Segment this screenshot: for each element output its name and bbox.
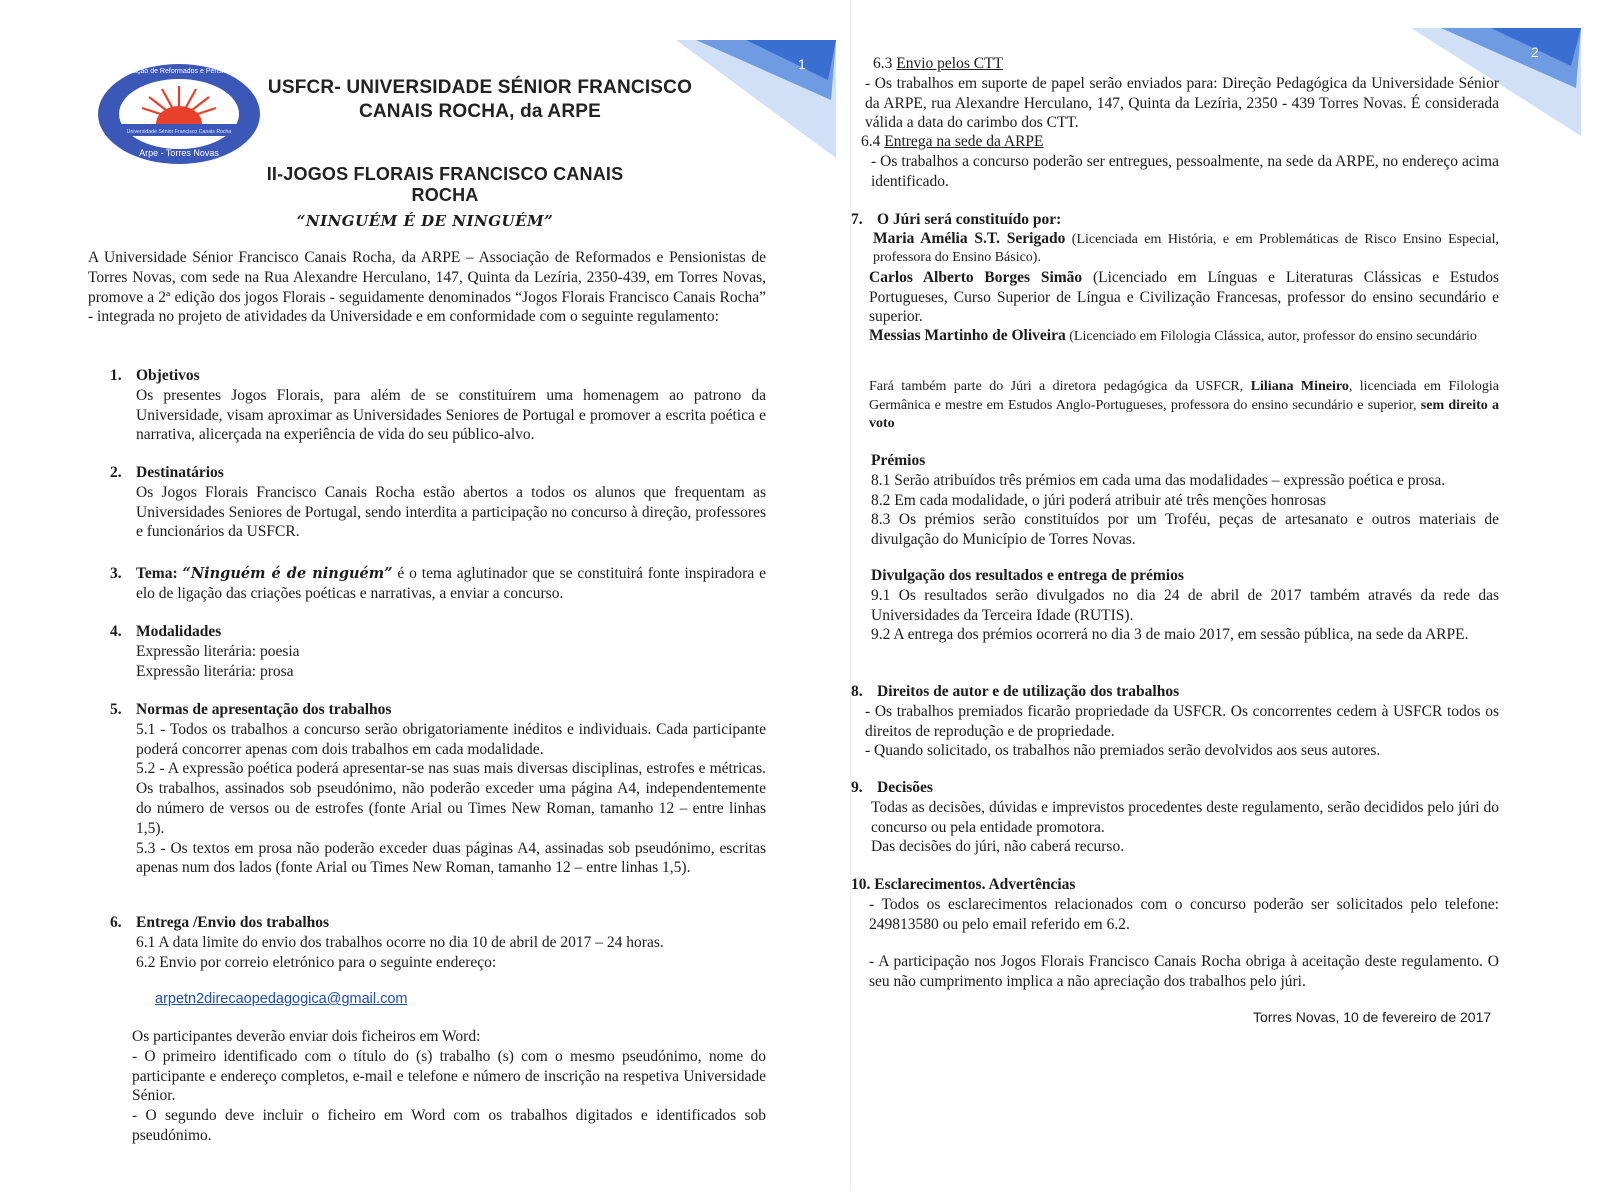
files-instructions: Os participantes deverão enviar dois ficheiros em Word: - O primeiro identificado com o título do (s) trabalho (s) com o mesmo pseudónimo, nome do participante e endereço completos, e-mail e telefone e número de inscrição na respetiva Universidade Sénior. - O segundo deve incluir o ficheiro em Word com os trabalhos digitados e identificados sob pseudónimo. [132,1028,766,1144]
event-subtitle: “NINGUÉM É DE NINGUÉM” [296,212,554,230]
association-logo [96,62,262,166]
section-modalidades: 4. Modalidades Expressão literária: poesia Expressão literária: prosa [110,623,300,680]
section-ctt: 6.3 Envio pelos CTT - Os trabalhos em suporte de papel serão enviados para: Direção Pedagógica da Universidade Sénior da ARPE, rua Alexandre Herculano, 147, Quinta da Lezíria, 2350 - 439 Torres Novas. É considerada válida a data do carimbo dos CTT. [865,55,1499,132]
document-header [240,76,720,124]
header-line-1: USFCR- UNIVERSIDADE SÉNIOR FRANCISCO [267,77,693,98]
section-normas: 5. Normas de apresentação dos trabalhos 5.1 - Todos os trabalhos a concurso serão obrigatoriamente inéditos e individuais. Cada participante poderá concorrer apenas com dois trabalhos em cada modalidade. 5.2 - A expressão poética poderá apresentar-se nas suas mais diversas disciplinas, estrofes e métricas. Os trabalhos, assinados sob pseudónimo, não poderão exceder uma página A4, independentemente do número de versos ou de estrofes (fonte Arial ou Times New Roman, tamanho 12 – entre linhas 1,5). 5.3 - Os textos em prosa não poderão exceder duas páginas A4, assinadas sob pseudónimo, escritas apenas num dos lados (fonte Arial ou Times New Roman, tamanho 12 – entre linhas 1,5). [110,701,766,877]
document-date: Torres Novas, 10 de fevereiro de 2017 [1253,1009,1492,1025]
section-premios: Prémios 8.1 Serão atribuídos três prémios em cada uma das modalidades – expressão poética e prosa. 8.2 Em cada modalidade, o júri poderá atribuir até três menções honrosas 8.3 Os prémios serão constituídos por um Troféu, peças de artesanato e outros materiais de divulgação do Município de Torres Novas. [871,452,1499,549]
section-divulgacao: Divulgação dos resultados e entrega de prémios 9.1 Os resultados serão divulgados no dia 24 de abril de 2017 também através da rede das Universidades da Terceira Idade (RUTIS). 9.2 A entrega dos prémios ocorrerá no dia 3 de maio 2017, em sessão pública, na sede da ARPE. [871,567,1499,644]
jury-director-note: Fará também parte do Júri a diretora pedagógica da USFCR, Liliana Mineiro, licenciada em Filologia Germânica e mestre em Estudos Anglo-Portugueses, professora do ensino secundário e superior, sem direito a voto [869,379,1500,431]
section-destinatarios: 2. Destinatários Os Jogos Florais Francisco Canais Rocha estão abertos a todos os alunos que frequentam as Universidades Seniores de Portugal, sendo interdita a participação no concurso à direção, professores e funcionários da USFCR. [110,464,766,541]
svg-text:Associação de Reformados e Pen: Associação de Reformados e Pensionistas [112,68,246,75]
section-objetivos: 1. Objetivos Os presentes Jogos Florais, para além de se constituírem uma homenagem ao patrono da Universidade, visam aproximar as Universidades Seniores de Portugal e promover a escrita poética e narrativa, alicerçada na experiência de vida do seu público-alvo. [110,367,766,444]
svg-text:Arpe - Torres Novas: Arpe - Torres Novas [139,148,219,158]
section-decisoes: 9. Decisões Todas as decisões, dúvidas e imprevistos procedentes deste regulamento, serão decididos pelo júri do concurso ou pela entidade promotora. Das decisões do júri, não caberá recurso. [851,779,1499,856]
email-link[interactable]: arpetn2direcaopedagogica@gmail.com [155,991,408,1007]
section-tema: 3. Tema: “Ninguém é de ninguém” é o tema aglutinador que se constituirá fonte inspiradora e elo de ligação das criações poéticas e narrativas, a enviar a concurso. [110,565,766,602]
section-juri: 7. O Júri será constituído por: Maria Amélia S.T. Serigado (Licenciada em História, e em Problemáticas de Risco Ensino Especial, professora do Ensino Básico). Carlos Alberto Borges Simão (Licenciado em Línguas e Literaturas Clássicas e Estudos Portugueses, Curso Superior de Língua e Civilização Francesas, professor do ensino secundário e superior. Messias Martinho de Oliveira (Licenciado em Filologia Clássica, autor, professor do ensino secundário [851,211,1499,345]
svg-text:Universidade Sénior Francisco: Universidade Sénior Francisco Canais Rocha [126,129,232,135]
header-line-2: CANAIS ROCHA, da ARPE [358,101,602,122]
section-sede: 6.4 Entrega na sede da ARPE - Os trabalhos a concurso poderão ser entregues, pessoalmente, na sede da ARPE, no endereço acima identificado. [861,133,1499,190]
intro-paragraph: A Universidade Sénior Francisco Canais Rocha, da ARPE – Associação de Reformados e Pensionistas de Torres Novas, com sede na Rua Alexandre Herculano, 147, Quinta da Lezíria, 2350-439, em Torres Novas, promove a 2ª edição dos jogos Florais - seguidamente denominados “Jogos Florais Francisco Canais Rocha” - integrada no projeto de atividades da Universidade e em conformidade com o seguinte regulamento: [88,249,766,326]
section-entrega: 6. Entrega /Envio dos trabalhos 6.1 A data limite do envio dos trabalhos ocorre no dia 10 de abril de 2017 – 24 horas. 6.2 Envio por correio eletrónico para o seguinte endereço: [110,914,664,971]
page-number: 1 [798,56,806,72]
section-direitos: 8. Direitos de autor e de utilização dos trabalhos - Os trabalhos premiados ficarão propriedade da USFCR. Os concorrentes cedem à USFCR todos os direitos de reprodução e de propriedade. - Quando solicitado, os trabalhos não premiados serão devolvidos aos seus autores. [851,683,1499,760]
section-esclarecimentos: 10. Esclarecimentos. Advertências - Todos os esclarecimentos relacionados com o concurso poderão ser solicitados pelo telefone: 249813580 ou pelo email referido em 6.2. - A participação nos Jogos Florais Francisco Canais Rocha obriga à aceitação deste regulamento. O seu não cumprimento implica a não apreciação dos trabalhos pelo júri. [851,876,1499,991]
event-title: II-JOGOS FLORAIS FRANCISCO CANAIS ROCHA [266,164,624,205]
page-2 [850,0,1600,1191]
page-number: 2 [1531,44,1539,60]
